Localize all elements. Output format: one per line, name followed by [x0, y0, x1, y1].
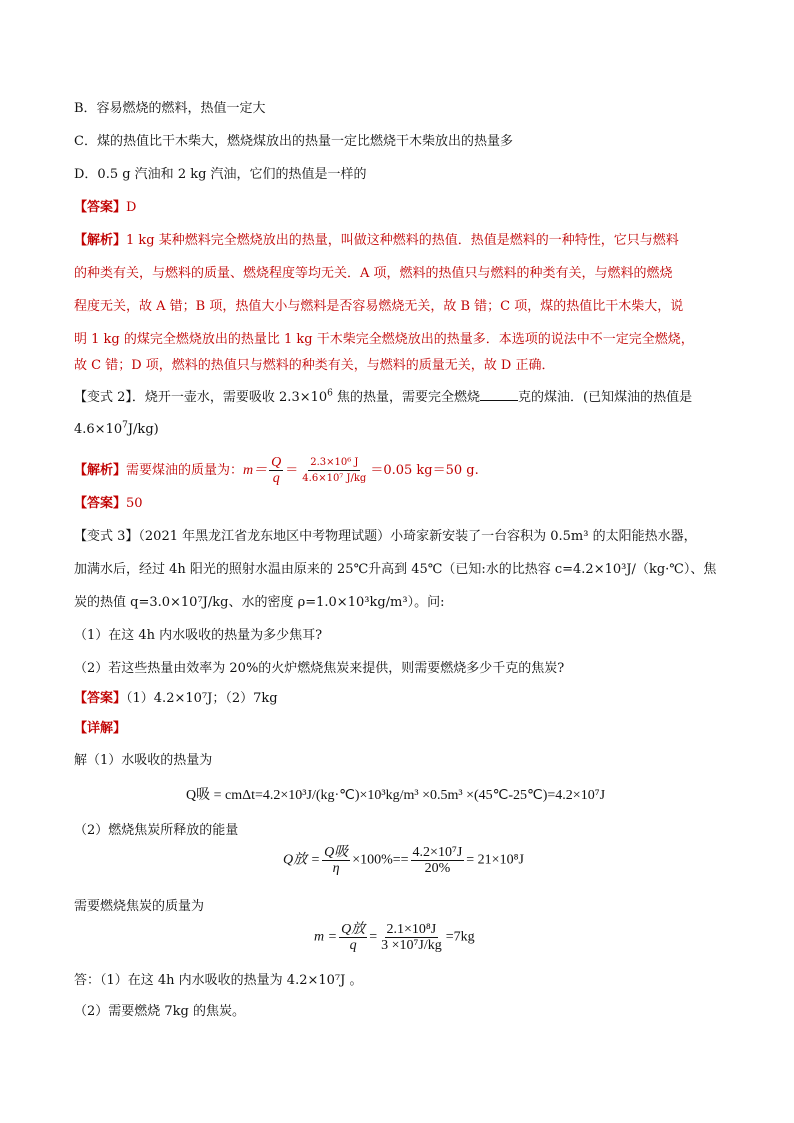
variant-2-answer	[74, 495, 143, 513]
eq2-lhs: Q放 =	[283, 852, 321, 868]
v2-text-b: 焦的热量，需要完全燃烧	[332, 390, 481, 405]
eq3-f2-num: 2.1×10⁸J	[386, 922, 437, 937]
v2-frac2-den: 4.6×10⁷ J/kg	[302, 473, 367, 484]
v2-text-a: ．烧开一壶水，需要吸收 2.3×10	[131, 390, 328, 405]
v2-line2-b: J/kg)	[127, 422, 159, 437]
eq2-f1-num: Q吸	[324, 845, 349, 860]
v2-m-eq: m＝	[243, 463, 268, 478]
v3-line1: （2021 年黑龙江省龙东地区中考物理试题）小琦家新安装了一台容积为 0.5m³ 的太阳能热水器，	[138, 529, 697, 544]
variant-2-line-2	[74, 421, 159, 439]
analysis-line-2: 的种类有关，与燃料的质量、燃烧程度等均无关．A 项，燃料的热值只与燃料的种类有关，与燃料的燃烧	[74, 266, 673, 281]
question-2: （2）若这些热量由效率为 20%的火炉燃烧焦炭来提供，则需要燃烧多少千克的焦炭?	[74, 661, 565, 676]
question-1: （1）在这 4h 内水吸收的热量为多少焦耳?	[74, 628, 323, 643]
eq3-eq: =	[369, 929, 378, 945]
variant-3-answer	[74, 690, 278, 708]
v2-answer-tag: 【答案】	[74, 496, 127, 511]
v2-frac1-num: Q	[271, 455, 282, 470]
final-answer-2: （2）需要燃烧 7kg 的焦炭。	[74, 1004, 246, 1019]
analysis-line-5: 故 C 错；D 项，燃料的热值只与燃料的种类有关，与燃料的质量无关，故 D 正确．	[74, 358, 555, 373]
v2-frac2-num: 2.3×10⁶ J	[308, 455, 360, 471]
equation-3	[314, 922, 475, 953]
detail-tag: 【详解】	[74, 721, 127, 736]
eq2-f2-den: 20%	[424, 861, 451, 876]
eq3-f1-den: q	[349, 938, 357, 953]
answer-tag: 【答案】	[74, 200, 127, 215]
eq2-f1-den: η	[332, 861, 340, 876]
v2-text-c: 克的煤油．(已知煤油的热值是	[518, 390, 693, 405]
analysis-tag: 【解析】	[74, 233, 127, 248]
variant-3-line-2: 加满水后，经过 4h 阳光的照射水温由原来的 25℃升高到 45℃（已知:水的比热容 c=4.2×10³J/（kg·℃）、焦	[74, 562, 717, 577]
eq2-f2-num: 4.2×10⁷J	[412, 845, 463, 860]
v2-result: ＝0.05 kg＝50 g.	[370, 463, 479, 478]
v2-exp-a: 6	[327, 388, 333, 399]
final-answer-1: 答：（1）在这 4h 内水吸收的热量为 4.2×10⁷J 。	[74, 973, 363, 988]
v2-answer-value: 50	[126, 496, 143, 511]
variant-2-tag: 【变式 2】	[74, 390, 132, 405]
variant-3-line-1	[74, 528, 697, 546]
v2-line2-exp: 7	[122, 420, 128, 431]
eq3-rhs: =7kg	[445, 929, 475, 945]
eq3-f2-den: 3 ×10⁷J/kg	[381, 938, 442, 953]
v2-line2-a: 4.6×10	[74, 422, 123, 437]
solution-2-text: （2）燃烧焦炭所释放的能量	[74, 823, 239, 838]
v2-eq: ＝	[285, 463, 299, 478]
v2-analysis-text: 需要煤油的质量为：	[126, 463, 244, 478]
v3-answer-text: （1）4.2×10⁷J；（2）7kg	[126, 691, 278, 706]
option-c: C．煤的热值比干木柴大，燃烧煤放出的热量一定比燃烧干木柴放出的热量多	[74, 134, 513, 149]
eq2-rhs: = 21×10⁸J	[466, 852, 524, 868]
answer-blank	[480, 388, 518, 401]
answer-value: D	[126, 200, 137, 215]
solution-1-text: 解（1）水吸收的热量为	[74, 753, 213, 768]
eq3-lhs: m =	[314, 929, 338, 945]
solution-3-text: 需要燃烧焦炭的质量为	[74, 899, 205, 914]
v2-frac1-den: q	[272, 471, 280, 486]
analysis-line-1: 1 kg 某种燃料完全燃烧放出的热量，叫做这种燃料的热值．热值是燃料的一种特性，它只与燃料	[126, 233, 679, 248]
equation-2	[283, 845, 524, 876]
analysis-line-3: 程度无关，故 A 错；B 项，热值大小与燃料是否容易燃烧无关，故 B 错；C 项，煤的热值比干木柴大，说	[74, 299, 684, 314]
equation-1: Q吸 = cmΔt=4.2×10³J/(kg·℃)×10³kg/m³ ×0.5m³ ×(45℃-25℃)=4.2×10⁷J	[186, 788, 606, 803]
variant-3-tag: 【变式 3】	[74, 529, 139, 544]
eq2-mid: ×100%==	[352, 852, 409, 868]
option-b: B．容易燃烧的燃料，热值一定大	[74, 101, 266, 116]
answer-1	[74, 199, 136, 217]
v2-analysis-tag: 【解析】	[74, 463, 127, 478]
variant-2-analysis	[74, 455, 479, 486]
variant-2-question	[74, 388, 692, 407]
eq3-f1-num: Q放	[341, 922, 366, 937]
analysis-line-4: 明 1 kg 的煤完全燃烧放出的热量比 1 kg 干木柴完全燃烧放出的热量多．本选项的说法中不一定完全燃烧，	[74, 332, 694, 347]
option-d: D．0.5 g 汽油和 2 kg 汽油，它们的热值是一样的	[74, 167, 367, 182]
v3-answer-tag: 【答案】	[74, 691, 127, 706]
variant-3-line-3: 炭的热值 q=3.0×10⁷J/kg、水的密度 ρ=1.0×10³kg/m³）。问:	[74, 595, 445, 610]
